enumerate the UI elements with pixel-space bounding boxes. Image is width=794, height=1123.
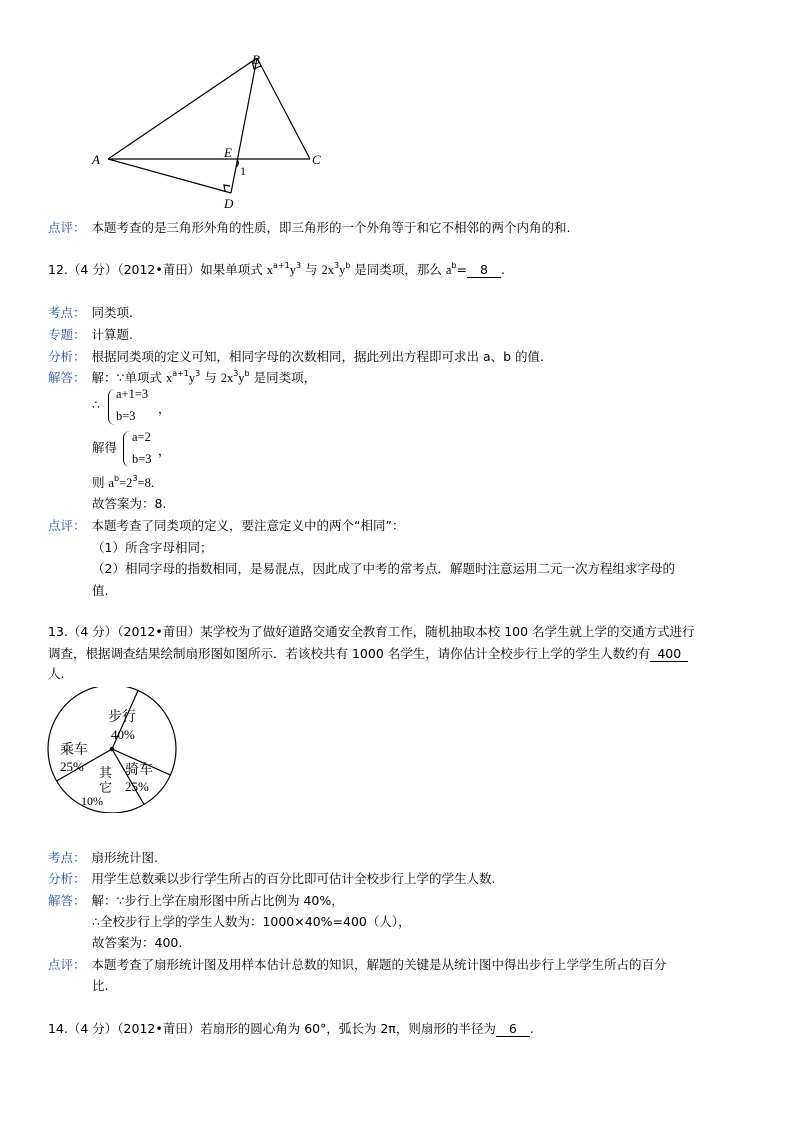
- pie-other-label-1: 其: [99, 765, 113, 780]
- q14-question: 14.（4 分）（2012•莆田）若扇形的圆心角为 60°，弧长为 2π，则扇形的半径为 6 .: [48, 1021, 534, 1036]
- q12-jiede: 解得: [92, 440, 118, 455]
- q12-guda: 故答案为：8.: [92, 496, 167, 511]
- pie-other-pct: 10%: [81, 794, 103, 808]
- label-a: A: [92, 152, 100, 167]
- line-ad: [108, 159, 231, 193]
- triangle-figure: [88, 52, 328, 212]
- q12-question: 12.（4 分）（2012•莆田）如果单项式 $x^{a+1}y^3$ 与 $2x^3y^b$ 是同类项，那么 $a^b= 8$ .: [48, 261, 505, 277]
- q13-dianping: 点评： 本题考查了扇形统计图及用样本估计总数的知识，解题的关键是从统计图中得出步行上学学生所占的百分: [48, 957, 667, 972]
- comment-text: 本题考查的是三角形外角的性质，即三角形的一个外角等于和它不相邻的两个内角的和.: [91, 220, 571, 235]
- pie-bike-label: 骑车: [125, 763, 153, 778]
- label-c: C: [312, 152, 321, 167]
- pie-chart: [46, 687, 182, 813]
- label-angle-1: 1: [240, 164, 246, 178]
- line-ab: [108, 58, 257, 159]
- pie-walk-label: 步行: [108, 710, 136, 725]
- q12-kaodian: 考点： 同类项.: [48, 305, 133, 320]
- q12-jieda: 解答： 解：∵单项式 $x^{a+1}y^3$ 与 $2x^3y^b$ 是同类项，: [48, 369, 317, 385]
- q13-line3: 人.: [48, 666, 65, 681]
- q12-ze: 则 $a^b=2^3=8$.: [92, 474, 154, 490]
- q14-answer: 6: [496, 1022, 530, 1037]
- q12-brace-2: [123, 431, 132, 467]
- pie-center: [110, 747, 114, 751]
- q12-zhuanti: 专题： 计算题.: [48, 327, 133, 342]
- q13-answer: 400: [650, 647, 688, 662]
- q13-line1: 13.（4 分）（2012•莆田）某学校为了做好道路交通安全教育工作，随机抽取本校 100 名学生就上学的交通方式进行: [48, 624, 695, 639]
- q12-sys1-line2: b=3: [116, 409, 136, 423]
- q13-kaodian: 考点： 扇形统计图.: [48, 850, 158, 865]
- pie-bus-pct: 25%: [60, 759, 84, 774]
- q12-sys2-line2: b=3: [132, 452, 152, 466]
- q12-dianping: 点评： 本题考查了同类项的定义，要注意定义中的两个“相同”：: [48, 518, 405, 533]
- comment-label: 点评：: [48, 220, 86, 235]
- pie-walk-pct: 40%: [111, 727, 135, 742]
- q13-fenxi: 分析： 用学生总数乘以步行学生所占的百分比即可估计全校步行上学的学生人数.: [48, 871, 496, 886]
- q12-answer: 8: [467, 263, 501, 278]
- line-bc: [257, 58, 310, 159]
- label-d: D: [224, 196, 234, 211]
- q12-sys1-line1: a+1=3: [116, 387, 149, 401]
- q12-therefore: ∴: [92, 397, 100, 412]
- pie-other-label-2: 它: [99, 780, 113, 795]
- label-b: B: [252, 52, 260, 67]
- right-angle-mark-d: [224, 185, 230, 191]
- pie-bus-label: 乘车: [60, 743, 88, 758]
- pie-bike-pct: 25%: [125, 779, 149, 794]
- q12-fenxi: 分析： 根据同类项的定义可知，相同字母的次数相同，据此列出方程即可求出 a、b 的值.: [48, 349, 545, 364]
- top-comment: [48, 218, 571, 236]
- label-e: E: [224, 145, 232, 160]
- q13-line2: 调查，根据调查结果绘制扇形图如图所示．若该校共有 1000 名学生，请你估计全校步行上学的学生人数约有 400: [48, 644, 688, 662]
- q12-number: 12.: [48, 262, 68, 277]
- q13-jieda: 解答： 解：∵步行上学在扇形图中所占比例为 40%，: [48, 893, 344, 908]
- q12-sys2-line1: a=2: [132, 430, 151, 444]
